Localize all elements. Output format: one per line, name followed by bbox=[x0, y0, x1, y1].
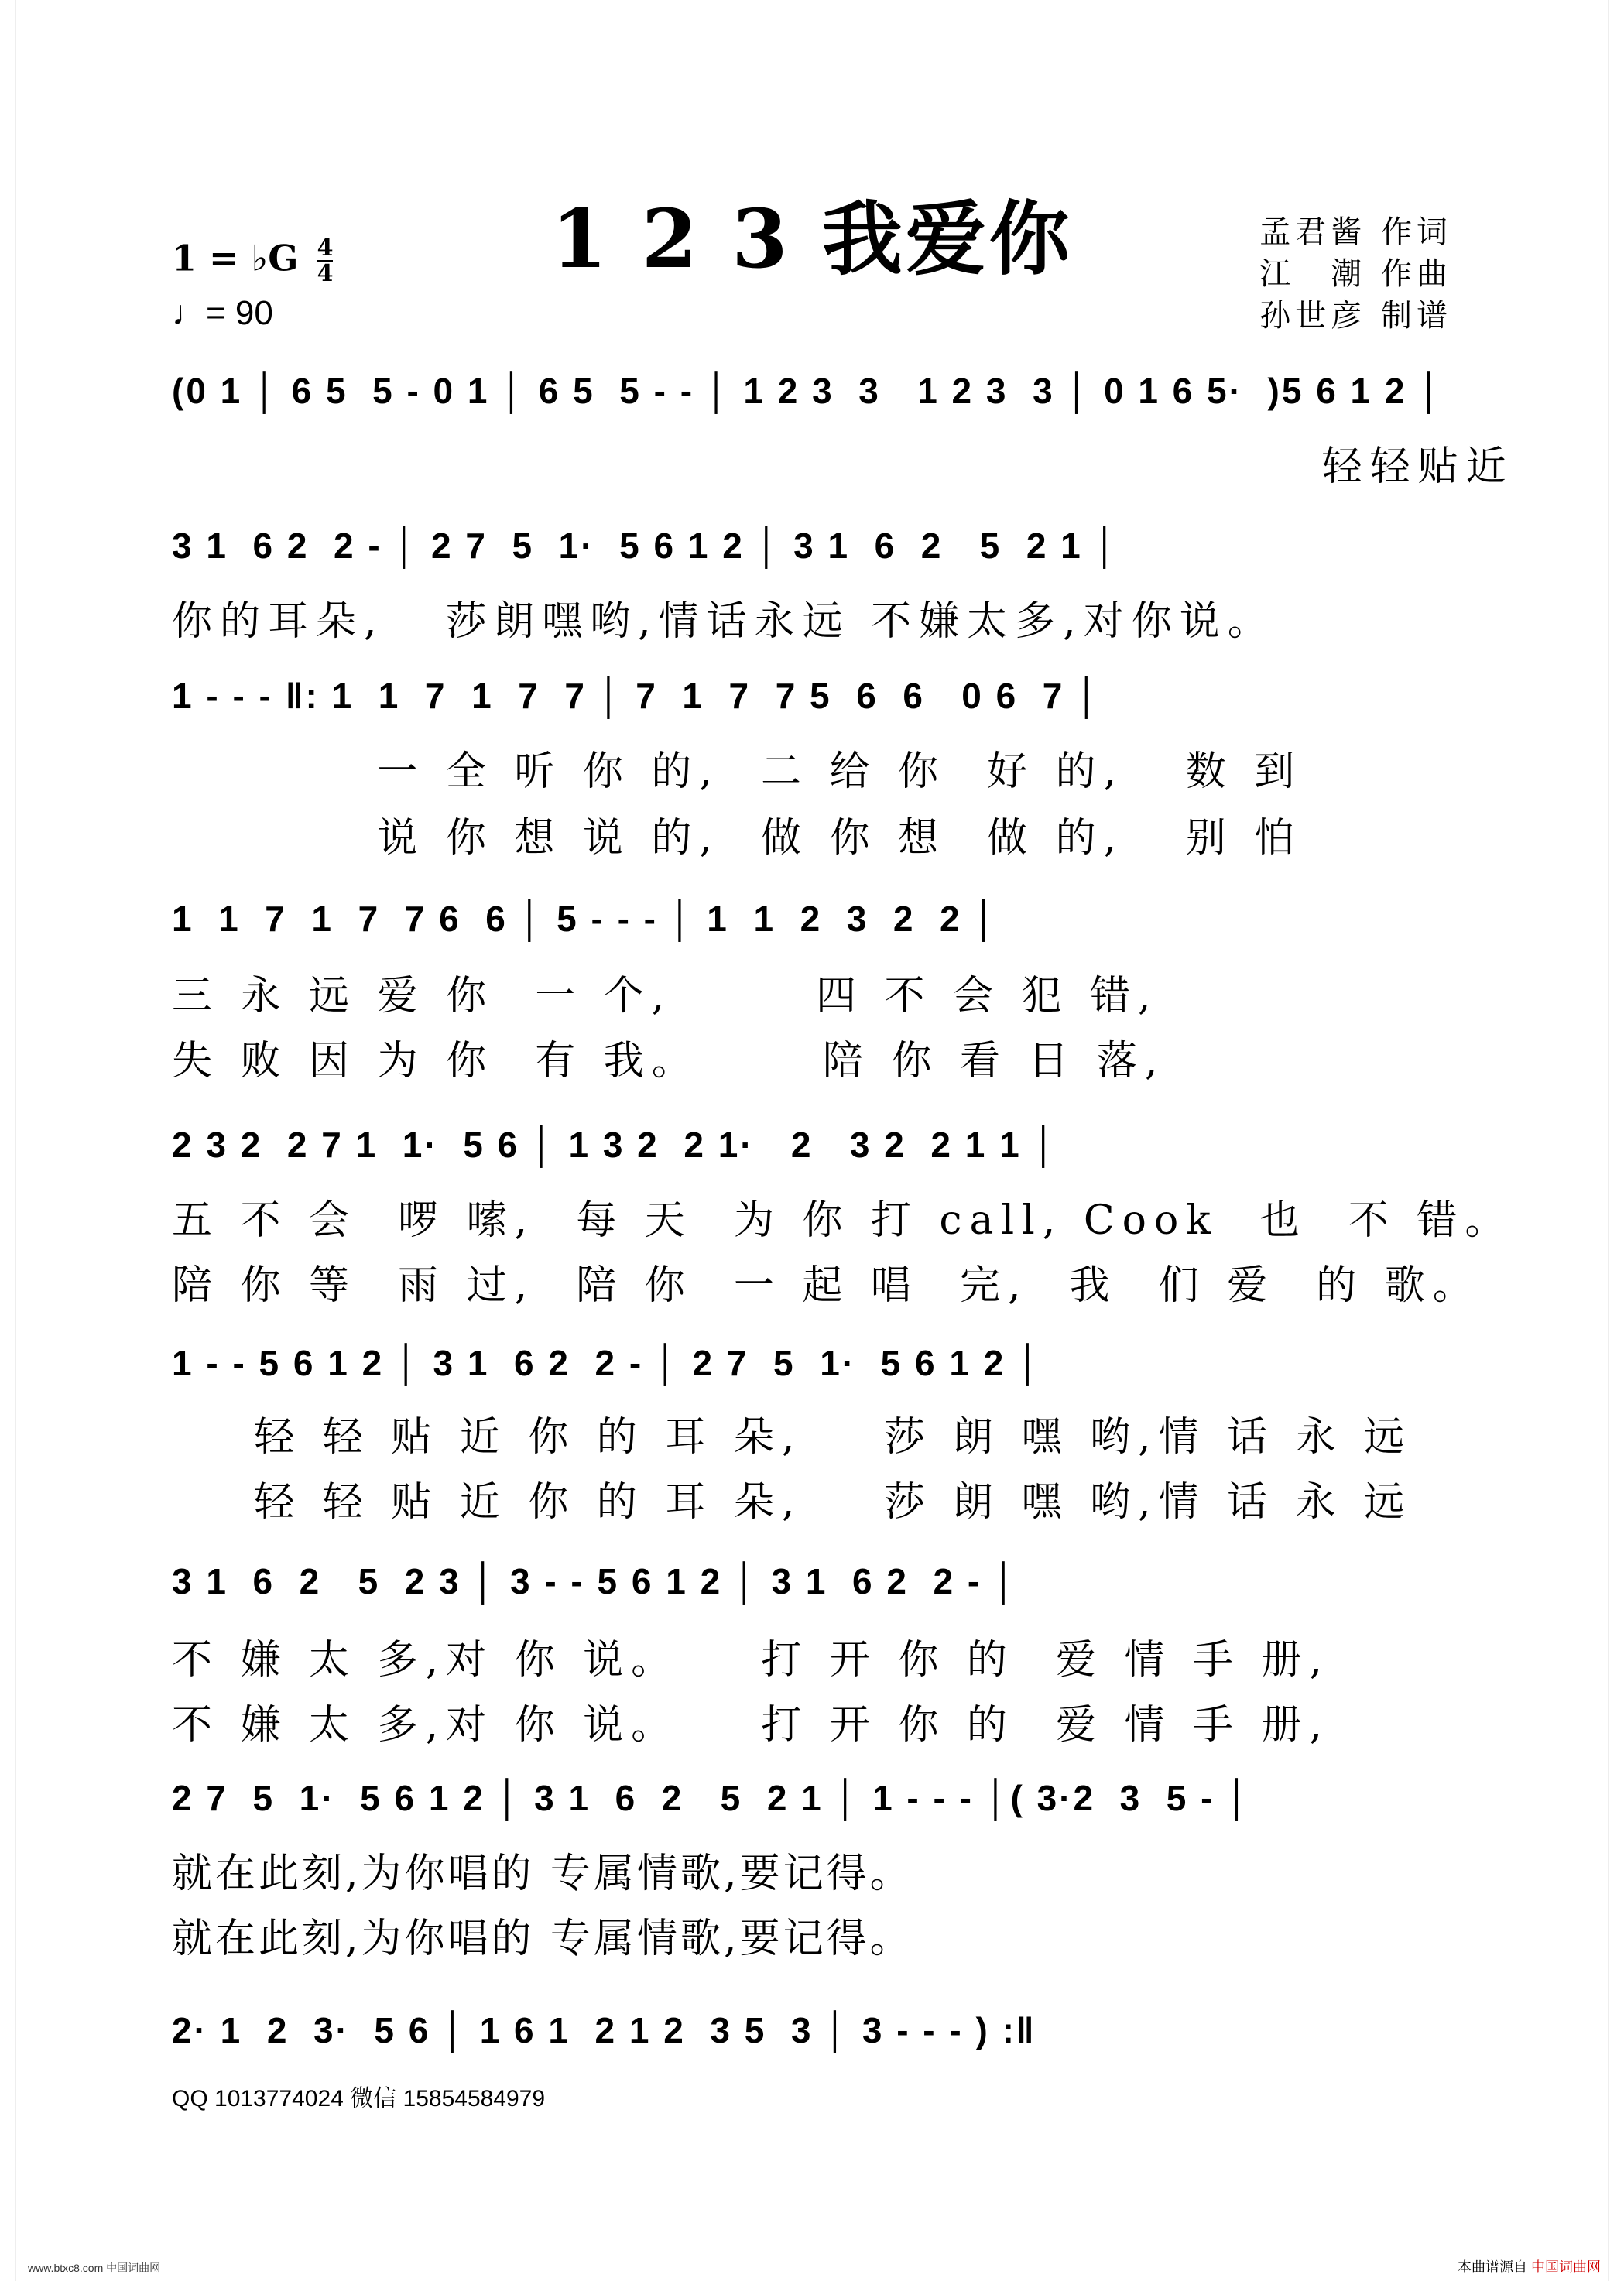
right-margin-strip bbox=[1608, 0, 1624, 2281]
lyric-line-4b: 失 败 因 为 你 有 我。 陪 你 看 日 落, bbox=[172, 1038, 1166, 1084]
contact-info: QQ 1013774024 微信 15854584979 bbox=[172, 2086, 546, 2111]
key-label: 1 = ♭G bbox=[172, 237, 299, 279]
lyric-line-2a: 你的耳朵, 莎朗嘿哟,情话永远 不嫌太多,对你说。 bbox=[172, 598, 1276, 645]
footer-source-prefix: 本曲谱源自 bbox=[1457, 2259, 1527, 2275]
lyric-line-6b: 轻 轻 贴 近 你 的 耳 朵, 莎 朗 嘿 哟,情 话 永 远 bbox=[172, 1479, 1413, 1526]
lyric-line-6a: 轻 轻 贴 近 你 的 耳 朵, 莎 朗 嘿 哟,情 话 永 远 bbox=[172, 1414, 1413, 1461]
credit-composer: 江 潮 作曲 bbox=[1259, 256, 1452, 292]
time-signature bbox=[317, 237, 334, 286]
lyric-line-8b: 就在此刻,为你唱的 专属情歌,要记得。 bbox=[172, 1916, 913, 1962]
lyric-line-3b: 说 你 想 说 的, 做 你 想 做 的, 别 怕 bbox=[172, 815, 1303, 861]
notation-line-3: 1 - - - ‖: 1 1 7 1 7 7 │ 7 1 7 7 5 6 6 0 6 7 │ bbox=[172, 676, 1102, 716]
notation-line-5: 2 3 2 2 7 1 1· 5 6 │ 1 3 2 2 1· 2 3 2 2 1 1 │ bbox=[172, 1125, 1059, 1165]
time-bottom: 4 bbox=[317, 260, 334, 287]
lyric-line-7b: 不 嫌 太 多,对 你 说。 打 开 你 的 爱 情 手 册, bbox=[172, 1702, 1331, 1748]
credit-lyricist: 孟君酱 作词 bbox=[1259, 214, 1452, 250]
tempo-marking: ♩= 90 bbox=[172, 294, 273, 332]
lyric-line-3a: 一 全 听 你 的, 二 给 你 好 的, 数 到 bbox=[172, 748, 1303, 795]
lyric-line-5a: 五 不 会 啰 嗦, 每 天 为 你 打 call, Cook 也 不 错。 bbox=[172, 1197, 1513, 1244]
footer-left-watermark: www.btxc8.com 中国词曲网 bbox=[28, 2262, 161, 2274]
lyric-line-8a: 就在此刻,为你唱的 专属情歌,要记得。 bbox=[172, 1851, 913, 1897]
notation-line-4: 1 1 7 1 7 7 6 6 │ 5 - - - │ 1 1 2 3 2 2 │ bbox=[172, 899, 999, 939]
notation-line-1: (0 1 │ 6 5 5 - 0 1 │ 6 5 5 - - │ 1 2 3 3 1 2 3 3 │ 0 1 6 5· )5 6 1 2 │ bbox=[172, 371, 1444, 411]
song-title: 1 2 3 我爱你 bbox=[551, 191, 1073, 286]
footer-source bbox=[1458, 2256, 1601, 2276]
footer-source-site: 中国词曲网 bbox=[1531, 2259, 1601, 2275]
notation-line-9: 2· 1 2 3· 5 6 │ 1 6 1 2 1 2 3 5 3 │ 3 - - - ) :‖ bbox=[172, 2010, 1036, 2050]
notation-line-6: 1 - - 5 6 1 2 │ 3 1 6 2 2 - │ 2 7 5 1· 5 6 1 2 │ bbox=[172, 1343, 1043, 1383]
left-margin-strip bbox=[0, 0, 16, 2281]
notation-line-7: 3 1 6 2 5 2 3 │ 3 - - 5 6 1 2 │ 3 1 6 2 2 - │ bbox=[172, 1561, 1019, 1601]
lyric-line-7a: 不 嫌 太 多,对 你 说。 打 开 你 的 爱 情 手 册, bbox=[172, 1637, 1331, 1683]
notation-line-2: 3 1 6 2 2 - │ 2 7 5 1· 5 6 1 2 │ 3 1 6 2 5 2 1 │ bbox=[172, 526, 1120, 566]
lyric-line-1a: 轻轻贴近 bbox=[172, 444, 1514, 490]
key-signature bbox=[172, 237, 333, 286]
time-top: 4 bbox=[317, 235, 334, 262]
notation-line-8: 2 7 5 1· 5 6 1 2 │ 3 1 6 2 5 2 1 │ 1 - - - │( 3·2 3 5 - │ bbox=[172, 1778, 1252, 1818]
lyric-line-5b: 陪 你 等 雨 过, 陪 你 一 起 唱 完, 我 们 爱 的 歌。 bbox=[172, 1262, 1481, 1309]
lyric-line-4a: 三 永 远 爱 你 一 个, 四 不 会 犯 错, bbox=[172, 973, 1159, 1019]
credit-arranger: 孙世彦 制谱 bbox=[1259, 298, 1452, 334]
